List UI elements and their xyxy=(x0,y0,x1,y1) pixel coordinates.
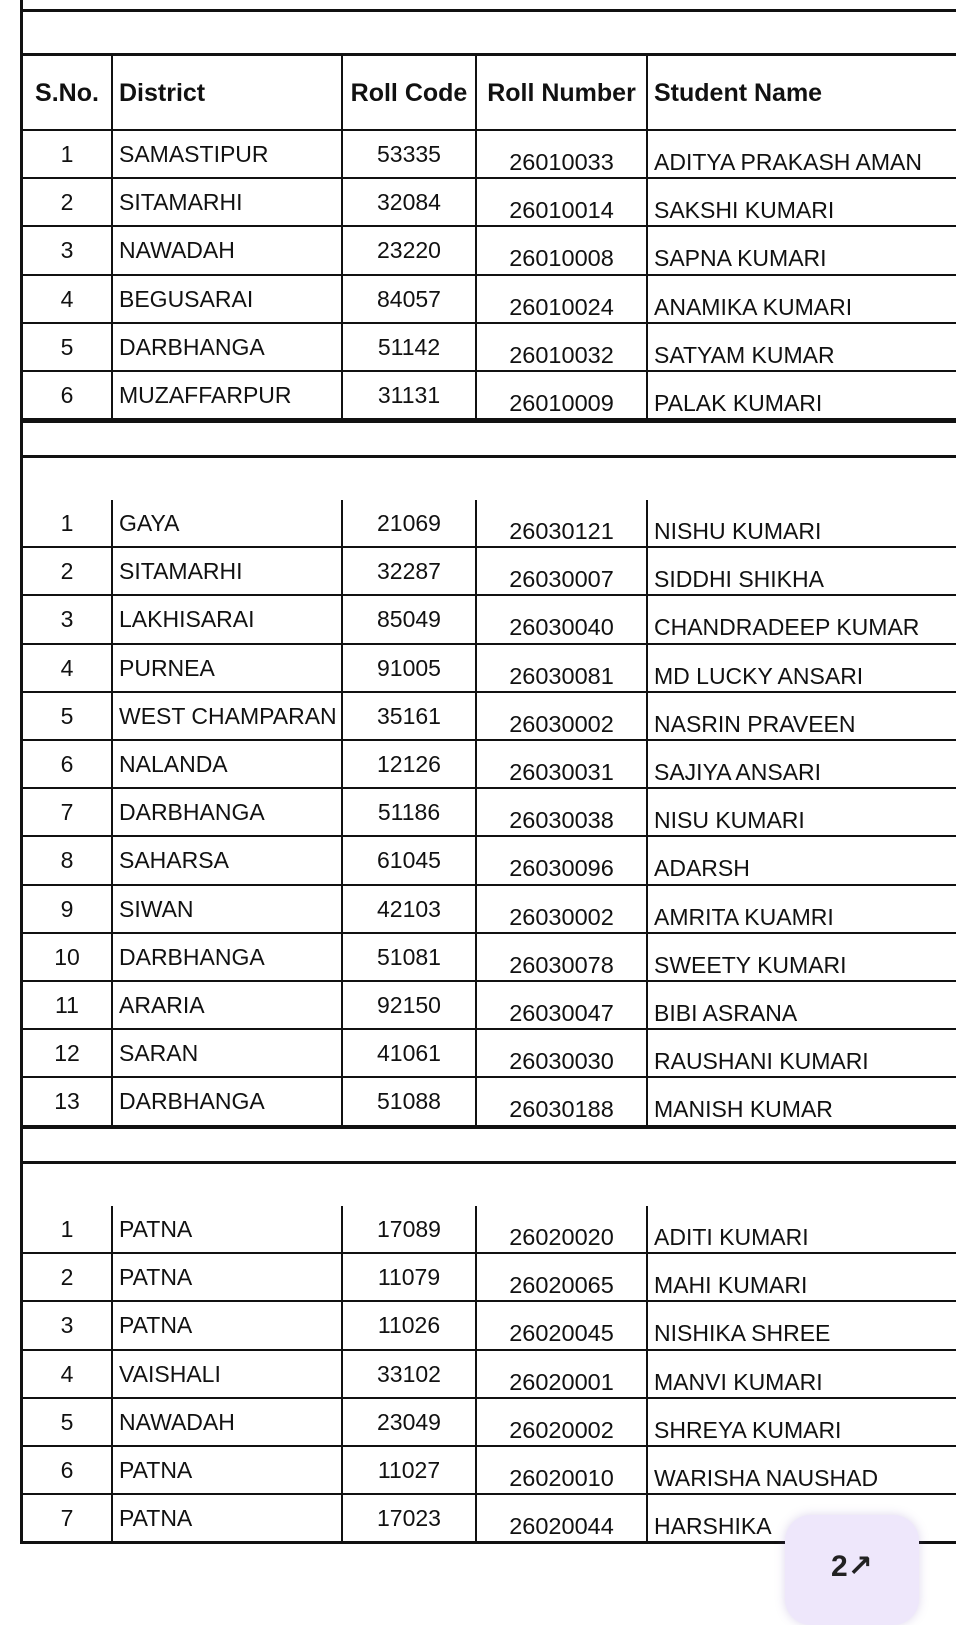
cell-student-name: SHREYA KUMARI xyxy=(646,1399,956,1445)
cell-district: PATNA xyxy=(111,1447,341,1493)
table-row xyxy=(20,179,956,227)
table-row xyxy=(20,548,956,596)
cell-roll-code: 91005 xyxy=(341,645,475,691)
cell-district: LAKHISARAI xyxy=(111,596,341,642)
cell-roll-number: 26030031 xyxy=(475,741,646,787)
cell-sno: 3 xyxy=(60,1312,74,1339)
cell-roll-number: 26020002 xyxy=(475,1399,646,1445)
table-header xyxy=(20,55,956,131)
cell-student-name: AMRITA KUAMRI xyxy=(646,886,956,932)
header-roll-number: Roll Number xyxy=(475,55,646,129)
cell-roll-number: 26030007 xyxy=(475,548,646,594)
cell-roll-code: 23049 xyxy=(341,1399,475,1445)
cell-student-name: MAHI KUMARI xyxy=(646,1254,956,1300)
cell-roll-number: 26020020 xyxy=(475,1206,646,1252)
cell-roll-number: 26010014 xyxy=(475,179,646,225)
cell-district: DARBHANGA xyxy=(111,934,341,980)
table-row xyxy=(20,1302,956,1350)
cell-student-name: MD LUCKY ANSARI xyxy=(646,645,956,691)
table-row xyxy=(20,276,956,324)
cell-roll-number: 26030038 xyxy=(475,789,646,835)
cell-student-name: NASRIN PRAVEEN xyxy=(646,693,956,739)
rule xyxy=(20,9,956,12)
cell-sno: 5 xyxy=(60,702,74,729)
cell-student-name: ADITYA PRAKASH AMAN xyxy=(646,131,956,177)
cell-district: PATNA xyxy=(111,1302,341,1348)
cell-sno: 6 xyxy=(60,1457,74,1483)
cell-student-name: ADARSH xyxy=(646,837,956,883)
cell-roll-code: 35161 xyxy=(341,693,475,739)
cell-roll-code: 17023 xyxy=(341,1495,475,1541)
cell-student-name: HARSHIKA xyxy=(646,1495,956,1541)
cell-roll-code: 51081 xyxy=(341,934,475,980)
cell-roll-code: 11027 xyxy=(341,1447,475,1493)
cell-roll-code: 32287 xyxy=(341,548,475,594)
cell-student-name: CHANDRADEEP KUMAR xyxy=(646,596,956,642)
cell-roll-code: 21069 xyxy=(341,500,475,546)
cell-roll-code: 85049 xyxy=(341,596,475,642)
cell-sno: 4 xyxy=(60,1360,74,1387)
cell-student-name: SAKSHI KUMARI xyxy=(646,179,956,225)
cell-district: BEGUSARAI xyxy=(111,276,341,322)
cell-roll-code: 31131 xyxy=(341,372,475,418)
cell-district: SARAN xyxy=(111,1030,341,1076)
table-row xyxy=(20,693,956,741)
cell-sno: 1 xyxy=(60,510,74,536)
cell-district: GAYA xyxy=(111,500,341,546)
cell-sno: 7 xyxy=(60,799,74,826)
cell-student-name: ANAMIKA KUMARI xyxy=(646,276,956,322)
cell-roll-code: 51186 xyxy=(341,789,475,835)
cell-student-name: SWEETY KUMARI xyxy=(646,934,956,980)
cell-district: NALANDA xyxy=(111,741,341,787)
cell-roll-number: 26010024 xyxy=(475,276,646,322)
cell-student-name: PALAK KUMARI xyxy=(646,372,956,418)
group-separator-row xyxy=(20,421,956,457)
cell-district: NAWADAH xyxy=(111,1399,341,1445)
table-row xyxy=(20,886,956,934)
cell-roll-code: 17089 xyxy=(341,1206,475,1252)
cell-sno: 12 xyxy=(54,1040,80,1067)
cell-student-name: SAJIYA ANSARI xyxy=(646,741,956,787)
cell-district: SITAMARHI xyxy=(111,179,341,225)
cell-district: PATNA xyxy=(111,1495,341,1541)
cell-roll-code: 11079 xyxy=(341,1254,475,1300)
cell-sno: 4 xyxy=(60,654,74,681)
table-row xyxy=(20,500,956,548)
cell-roll-code: 51088 xyxy=(341,1078,475,1124)
table-row xyxy=(20,645,956,693)
cell-sno: 1 xyxy=(60,141,74,167)
cell-sno: 9 xyxy=(60,895,74,922)
rule xyxy=(20,1161,956,1164)
cell-sno: 11 xyxy=(55,992,79,1018)
group-separator-row xyxy=(20,1163,956,1207)
cell-sno: 1 xyxy=(60,1216,74,1242)
cell-roll-code: 92150 xyxy=(341,982,475,1028)
cell-roll-code: 53335 xyxy=(341,131,475,177)
table-row xyxy=(20,131,956,179)
cell-roll-number: 26020045 xyxy=(475,1302,646,1348)
cell-sno: 2 xyxy=(60,558,74,585)
table-row xyxy=(20,1030,956,1078)
cell-roll-number: 26030188 xyxy=(475,1078,646,1124)
fab-glyph: 2↗ xyxy=(831,1550,873,1583)
floating-action-button[interactable] xyxy=(785,1515,919,1625)
cell-sno: 6 xyxy=(60,751,74,777)
cell-student-name: MANVI KUMARI xyxy=(646,1351,956,1397)
cell-roll-code: 33102 xyxy=(341,1351,475,1397)
table-row xyxy=(20,1078,956,1126)
cell-roll-number: 26010032 xyxy=(475,324,646,370)
table-row xyxy=(20,1399,956,1447)
cell-district: DARBHANGA xyxy=(111,789,341,835)
cell-roll-number: 26030121 xyxy=(475,500,646,546)
cell-roll-number: 26030030 xyxy=(475,1030,646,1076)
cell-student-name: NISHIKA SHREE xyxy=(646,1302,956,1348)
cell-roll-code: 51142 xyxy=(341,324,475,370)
cell-sno: 2 xyxy=(60,1264,74,1291)
header-roll-code: Roll Code xyxy=(341,55,475,129)
cell-sno: 8 xyxy=(60,847,74,874)
table-row xyxy=(20,1447,956,1495)
cell-roll-number: 26030040 xyxy=(475,596,646,642)
results-sheet xyxy=(20,0,956,1600)
cell-sno: 3 xyxy=(60,606,74,633)
cell-district: NAWADAH xyxy=(111,227,341,273)
table-row xyxy=(20,934,956,982)
cell-district: SAMASTIPUR xyxy=(111,131,341,177)
rule xyxy=(20,420,956,423)
cell-roll-number: 26010033 xyxy=(475,131,646,177)
cell-district: MUZAFFARPUR xyxy=(111,372,341,418)
cell-roll-number: 26010009 xyxy=(475,372,646,418)
cell-student-name: ADITI KUMARI xyxy=(646,1206,956,1252)
cell-roll-number: 26030047 xyxy=(475,982,646,1028)
table-row xyxy=(20,227,956,275)
cell-sno: 3 xyxy=(60,237,74,264)
cell-roll-number: 26020001 xyxy=(475,1351,646,1397)
cell-district: PATNA xyxy=(111,1254,341,1300)
cell-district: WEST CHAMPARAN xyxy=(111,693,341,739)
table-row xyxy=(20,596,956,644)
cell-student-name: RAUSHANI KUMARI xyxy=(646,1030,956,1076)
cell-student-name: SATYAM KUMAR xyxy=(646,324,956,370)
table-row xyxy=(20,372,956,420)
cell-roll-number: 26030096 xyxy=(475,837,646,883)
table-row xyxy=(20,789,956,837)
cell-sno: 6 xyxy=(60,382,74,408)
table-row xyxy=(20,837,956,885)
cell-roll-code: 42103 xyxy=(341,886,475,932)
cell-roll-code: 61045 xyxy=(341,837,475,883)
cell-district: DARBHANGA xyxy=(111,324,341,370)
table-row xyxy=(20,324,956,372)
table-row xyxy=(20,741,956,789)
cell-sno: 5 xyxy=(60,333,74,360)
cell-district: PATNA xyxy=(111,1206,341,1252)
cell-student-name: SIDDHI SHIKHA xyxy=(646,548,956,594)
cell-sno: 13 xyxy=(54,1088,80,1115)
header-student-name: Student Name xyxy=(646,55,956,129)
cell-student-name: WARISHA NAUSHAD xyxy=(646,1447,956,1493)
cell-sno: 7 xyxy=(60,1505,74,1532)
cell-student-name: NISHU KUMARI xyxy=(646,500,956,546)
rule xyxy=(20,455,956,458)
cell-roll-number: 26020065 xyxy=(475,1254,646,1300)
table-row xyxy=(20,1351,956,1399)
cell-district: PURNEA xyxy=(111,645,341,691)
cell-roll-code: 12126 xyxy=(341,741,475,787)
cell-student-name: SAPNA KUMARI xyxy=(646,227,956,273)
cell-student-name: NISU KUMARI xyxy=(646,789,956,835)
cell-sno: 4 xyxy=(60,285,74,312)
cell-roll-number: 26030081 xyxy=(475,645,646,691)
cell-roll-number: 26030078 xyxy=(475,934,646,980)
group-separator-row xyxy=(20,457,956,501)
cell-district: SITAMARHI xyxy=(111,548,341,594)
cell-student-name: MANISH KUMAR xyxy=(646,1078,956,1124)
cell-roll-code: 32084 xyxy=(341,179,475,225)
cell-sno: 2 xyxy=(60,189,74,216)
cell-district: ARARIA xyxy=(111,982,341,1028)
cell-sno: 10 xyxy=(54,943,80,970)
cell-district: VAISHALI xyxy=(111,1351,341,1397)
cell-district: DARBHANGA xyxy=(111,1078,341,1124)
group-separator-row xyxy=(20,1127,956,1163)
cell-roll-number: 26010008 xyxy=(475,227,646,273)
cell-roll-code: 11026 xyxy=(341,1302,475,1348)
rule xyxy=(20,1126,956,1129)
cell-roll-code: 23220 xyxy=(341,227,475,273)
cell-district: SAHARSA xyxy=(111,837,341,883)
table-row xyxy=(20,982,956,1030)
cell-roll-code: 41061 xyxy=(341,1030,475,1076)
cell-sno: 5 xyxy=(60,1408,74,1435)
table-row xyxy=(20,1206,956,1254)
cell-district: SIWAN xyxy=(111,886,341,932)
cell-roll-code: 84057 xyxy=(341,276,475,322)
header-sno: S.No. xyxy=(35,79,99,107)
cell-roll-number: 26020044 xyxy=(475,1495,646,1541)
table-row xyxy=(20,1254,956,1302)
cell-student-name: BIBI ASRANA xyxy=(646,982,956,1028)
cell-roll-number: 26030002 xyxy=(475,886,646,932)
cell-roll-number: 26020010 xyxy=(475,1447,646,1493)
header-district: District xyxy=(111,55,341,129)
cell-roll-number: 26030002 xyxy=(475,693,646,739)
